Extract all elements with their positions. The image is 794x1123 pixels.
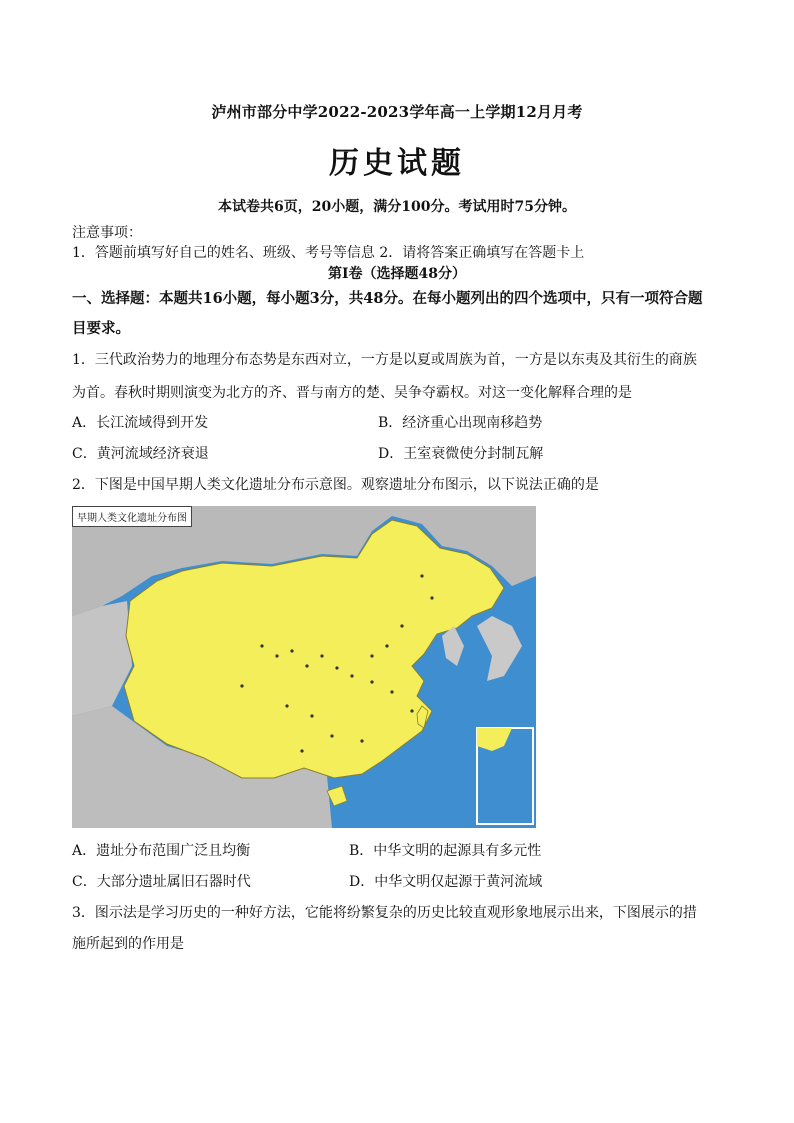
q1-stem-1: 1．三代政治势力的地理分布态势是东西对立，一方是以夏或周族为首，一方是以东夷及其衍生的商族 bbox=[72, 352, 697, 368]
q2-option-c: C．大部分遗址属旧石器时代 bbox=[72, 874, 251, 890]
early-sites-map bbox=[72, 506, 536, 828]
q1-stem-2: 为首。春秋时期则演变为北方的齐、晋与南方的楚、吴争夺霸权。对这一变化解释合理的是 bbox=[72, 385, 632, 401]
section-instruction-1: 一、选择题：本题共16小题，每小题3分，共48分。在每小题列出的四个选项中，只有一项符合题 bbox=[72, 290, 703, 307]
section-instruction-2: 目要求。 bbox=[72, 320, 130, 337]
exam-intro: 本试卷共6页，20小题，满分100分。考试用时75分钟。 bbox=[218, 199, 576, 215]
notes-line: 1．答题前填写好自己的姓名、班级、考号等信息 2．请将答案正确填写在答题卡上 bbox=[72, 245, 585, 261]
q2-option-d: D．中华文明仅起源于黄河流域 bbox=[349, 874, 543, 890]
exam-title: 历史试题 bbox=[329, 146, 465, 181]
notes-label: 注意事项： bbox=[72, 225, 142, 241]
q3-stem-2: 施所起到的作用是 bbox=[72, 936, 184, 952]
q1-option-a: A．长江流域得到开发 bbox=[72, 415, 209, 431]
q1-option-d: D．王室衰微使分封制瓦解 bbox=[378, 446, 544, 462]
q2-stem: 2．下图是中国早期人类文化遗址分布示意图。观察遗址分布图示，以下说法正确的是 bbox=[72, 477, 599, 493]
exam-subtitle: 泸州市部分中学2022-2023学年高一上学期12月月考 bbox=[211, 103, 583, 121]
q2-option-a: A．遗址分布范围广泛且均衡 bbox=[72, 843, 251, 859]
q2-option-b: B．中华文明的起源具有多元性 bbox=[349, 843, 542, 859]
map-title: 早期人类文化遗址分布图 bbox=[72, 506, 192, 527]
q1-option-c: C．黄河流域经济衰退 bbox=[72, 446, 209, 462]
q1-option-b: B．经济重心出现南移趋势 bbox=[378, 415, 543, 431]
q3-stem-1: 3．图示法是学习历史的一种好方法，它能将纷繁复杂的历史比较直观形象地展示出来，下图展示的措 bbox=[72, 905, 697, 921]
section-title: 第Ⅰ卷（选择题48分） bbox=[327, 266, 467, 282]
map-graphic bbox=[72, 506, 536, 828]
